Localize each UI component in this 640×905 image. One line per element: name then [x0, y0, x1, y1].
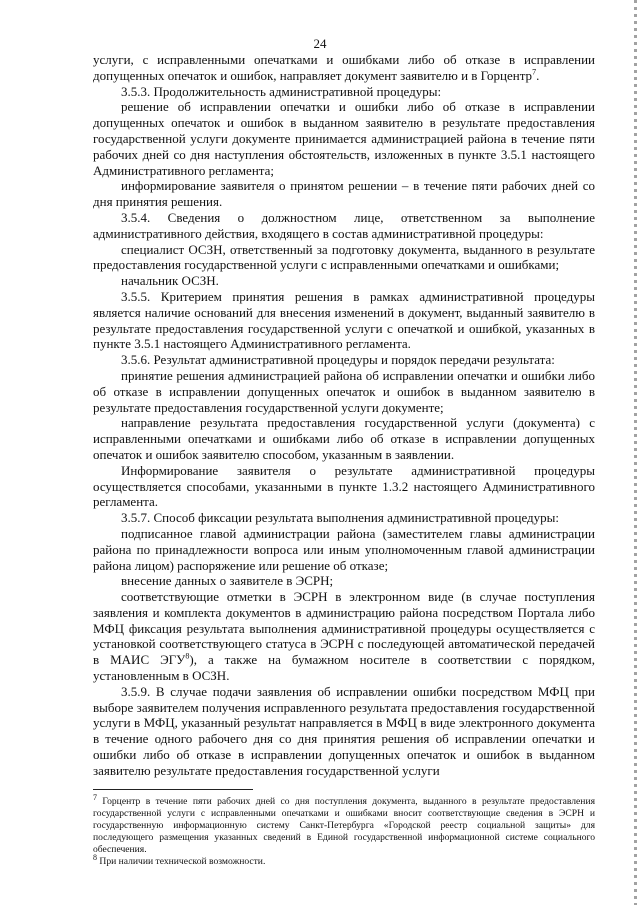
paragraph: услуги, с исправленными опечатками и ошибками либо об отказе в исправлении допущенных опечаток и ошибок, направляет документ заявителю и в Горцентр$^7$.	[93, 52, 595, 83]
paragraph: информирование заявителя о принятом решении – в течение пяти рабочих дней со дня принятия решения.	[93, 178, 595, 210]
paragraph: подписанное главой администрации района (заместителем главы администрации района по принадлежности вопроса или иным уполномоченным главой администрации района лицом) распоряжение или решение об отказе;	[93, 525, 595, 573]
paragraph: 3.5.3. Продолжительность административной процедуры:	[121, 83, 442, 99]
paragraph: 3.5.4. Сведения о должностном лице, ответственном за выполнение административного действия, входящего в состав административной процедуры:	[93, 209, 595, 241]
footnote: $^8$ При наличии технической возможности.	[93, 852, 266, 867]
paragraph: Информирование заявителя о результате административной процедуры осуществляется способами, указанными в пункте 1.3.2 настоящего Административного регламента.	[93, 462, 595, 510]
paragraph: специалист ОСЗН, ответственный за подготовку документа, выданного в результате предоставления государственной услуги с исправленными опечатками и ошибками;	[93, 241, 595, 273]
paragraph: 3.5.6. Результат административной процедуры и порядок передачи результата:	[121, 352, 555, 368]
paragraph: решение об исправлении опечатки и ошибки либо об отказе в исправлении допущенных опечаток и ошибок в выданном заявителю в результате предоставления государственной услуги документе принимается администрацией района в течение пяти рабочих дней со дня наступления обстоятельств, изложенных в пункте 3.5.1 настоящего Административного регламента;	[93, 99, 595, 178]
paragraph: соответствующие отметки в ЭСРН в электронном виде (в случае поступления заявления и комплекта документов в администрацию района посредством Портала либо МФЦ фиксация результата выполнения административной процедуры осуществляется с установкой соответствующего статуса в ЭСРН с последующей автоматической передачей в МАИС ЭГУ$^8$), а также на бумажном носителе в соответствии с порядком, установленным в ОСЗН.	[93, 589, 595, 684]
scan-edge	[634, 0, 637, 905]
paragraph: начальник ОСЗН.	[121, 273, 219, 289]
footnotes	[93, 792, 595, 867]
paragraph: принятие решения администрацией района об исправлении опечатки и ошибки либо об отказе в исправлении допущенных опечаток и ошибок в выданном заявителю в результате предоставления государственной услуги документе;	[93, 367, 595, 415]
paragraph: 3.5.7. Способ фиксации результата выполнения административной процедуры:	[121, 510, 560, 526]
document-body	[93, 52, 595, 779]
paragraph: направление результата предоставления государственной услуги (документа) с исправленными опечатками и ошибками либо об отказе в исправлении допущенных опечаток и ошибок заявителю способом, указанным в заявлении.	[93, 415, 595, 462]
paragraph: 3.5.5. Критерием принятия решения в рамках административной процедуры является наличие оснований для внесения изменений в документ, выданный заявителю в результате предоставления государственной услуги с опечаткой и ошибкой, указанных в пункте 3.5.1 настоящего Административного регламента.	[93, 288, 595, 352]
paragraph: внесение данных о заявителе в ЭСРН;	[121, 573, 334, 589]
page-number: 24	[313, 36, 327, 51]
footnote: $^7$ Горцентр в течение пяти рабочих дней со дня поступления документа, выданного в результате предоставления государственной услуги с исправленными опечатками и ошибками вносит соответствующие сведения в ЭСРН и государственную информационную систему Санкт-Петербурга «Городской реестр социальной защиты» для последующего размещения указанных сведений в Единой государственной информационной системе социального обеспечения.	[93, 792, 595, 855]
footnote-separator	[93, 789, 253, 790]
paragraph: 3.5.9. В случае подачи заявления об исправлении ошибки посредством МФЦ при выборе заявителем получения исправленного результата предоставления государственной услуги в МФЦ, указанный результат направляется в МФЦ в виде электронного документа в течение одного рабочего дня со дня принятия решения об исправлении опечатки и ошибки либо об отказе в исправлении допущенных опечаток и ошибок в выданном заявителю результате предоставления государственной услуги	[93, 683, 595, 778]
